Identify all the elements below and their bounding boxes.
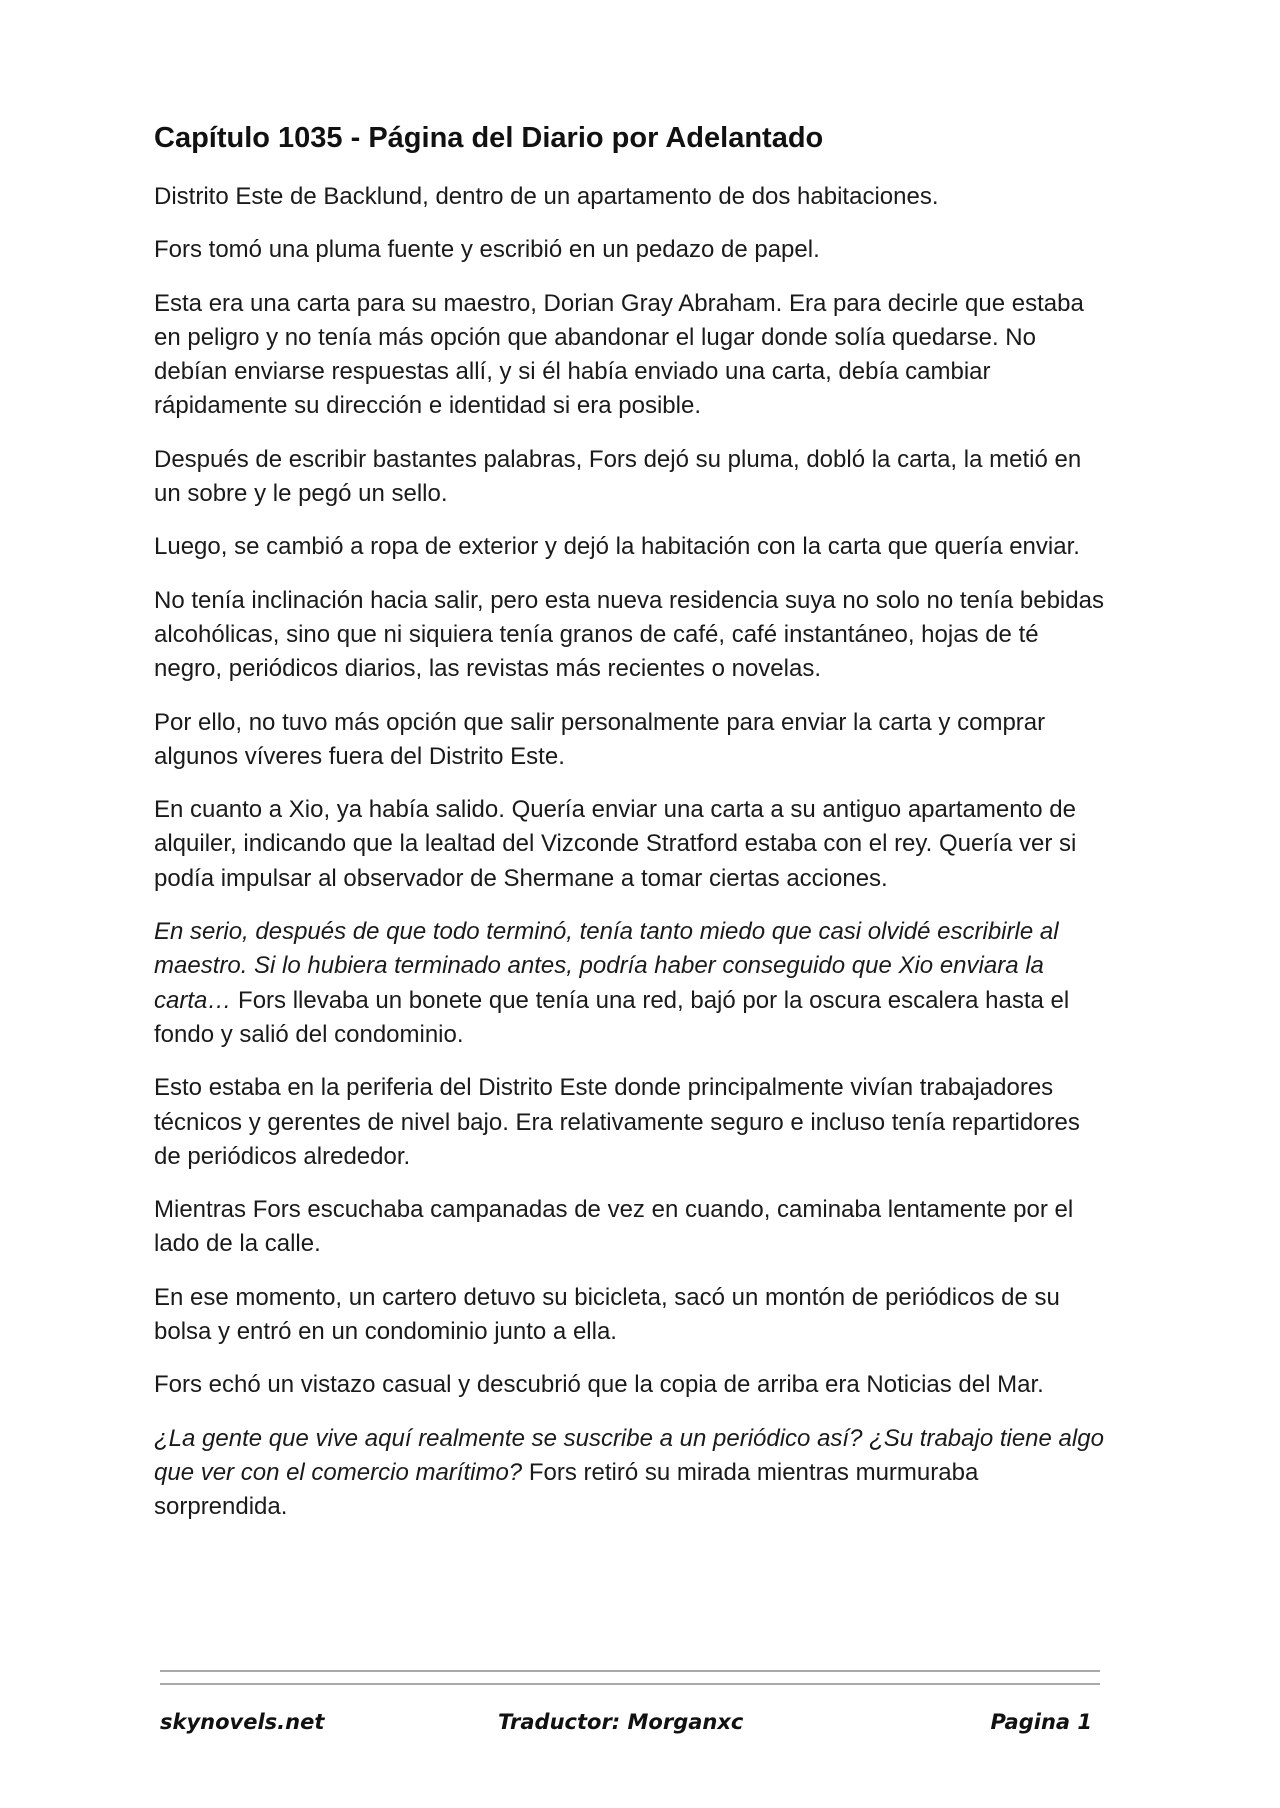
paragraph [154,793,1104,896]
paragraph [154,584,1104,687]
paragraph [154,1281,1104,1350]
paragraph [154,233,1104,267]
document-body [154,118,1104,1544]
paragraph-text: Mientras Fors escuchaba campanadas de vez en cuando, caminaba lentamente por el lado de la calle. [154,1196,1074,1258]
paragraph-text: Fors llevaba un bonete que tenía una red, bajó por la oscura escalera hasta el fondo y salió del condominio. [154,986,1070,1048]
paragraph-text: Por ello, no tuvo más opción que salir personalmente para enviar la carta y comprar algunos víveres fuera del Distrito Este. [154,708,1046,770]
italic-text: En serio, después de que todo terminó, tenía tanto miedo que casi olvidé escribirle al maestro. Si lo hubiera terminado antes, podría haber conseguido que Xio enviara la carta… [154,918,1059,1014]
paragraph [154,1422,1104,1525]
paragraph-text: Esta era una carta para su maestro, Dorian Gray Abraham. Era para decirle que estaba en peligro y no tenía más opción que abandonar el lugar donde solía quedarse. No debían enviarse respuestas allí, y si él había enviado una carta, debía cambiar rápidamente su dirección e identidad si era posible. [154,289,1084,420]
chapter-title: Capítulo 1035 - Página del Diario por Adelantado [154,122,824,154]
paragraph [154,180,1104,214]
paragraph-text: Después de escribir bastantes palabras, Fors dejó su pluma, dobló la carta, la metió en un sobre y le pegó un sello. [154,445,1082,508]
paragraph [154,1071,1104,1174]
paragraph [154,1193,1104,1262]
paragraph [154,530,1104,564]
paragraph-list [154,180,1104,1525]
paragraph-text: En ese momento, un cartero detuvo su bicicleta, sacó un montón de periódicos de su bolsa y entró en un condominio junto a ella. [154,1283,1060,1346]
paragraph-text: Distrito Este de Backlund, dentro de un apartamento de dos habitaciones. [154,183,939,210]
paragraph [154,443,1104,512]
page-footer [160,1710,1100,1746]
italic-text: ¿La gente que vive aquí realmente se suscribe a un periódico así? ¿Su trabajo tiene algo que ver con el comercio marítimo? [154,1424,1104,1486]
paragraph-text: Fors retiró su mirada mientras murmuraba sorprendida. [154,1458,979,1521]
paragraph [154,1368,1104,1402]
footer-translator: Traductor: Morganxc [498,1710,744,1734]
paragraph [154,915,1104,1052]
paragraph-text: Fors tomó una pluma fuente y escribió en un pedazo de papel. [154,236,820,264]
paragraph-text: Luego, se cambió a ropa de exterior y dejó la habitación con la carta que quería enviar. [154,533,1080,561]
paragraph [154,287,1104,424]
footer-divider-top [160,1670,1100,1672]
footer-divider-bottom [160,1683,1100,1685]
paragraph-text: En cuanto a Xio, ya había salido. Quería enviar una carta a su antiguo apartamento de alquiler, indicando que la lealtad del Vizconde Stratford estaba con el rey. Quería ver si podía impulsar al observador de Shermane a tomar ciertas acciones. [154,796,1077,892]
paragraph-text: No tenía inclinación hacia salir, pero esta nueva residencia suya no solo no tenía bebidas alcohólicas, sino que ni siquiera tenía granos de café, café instantáneo, hojas de té negro, periódicos diarios, las revistas más recientes o novelas. [154,586,1104,683]
paragraph [154,706,1104,775]
footer-page-number: Pagina 1 [990,1710,1092,1734]
paragraph-text: Esto estaba en la periferia del Distrito Este donde principalmente vivían trabajadores técnicos y gerentes de nivel bajo. Era relativamente seguro e incluso tenía repartidores de periódicos alrededor. [154,1074,1080,1170]
paragraph-text: Fors echó un vistazo casual y descubrió que la copia de arriba era Noticias del Mar. [154,1371,1044,1399]
footer-site: skynovels.net [160,1710,325,1734]
